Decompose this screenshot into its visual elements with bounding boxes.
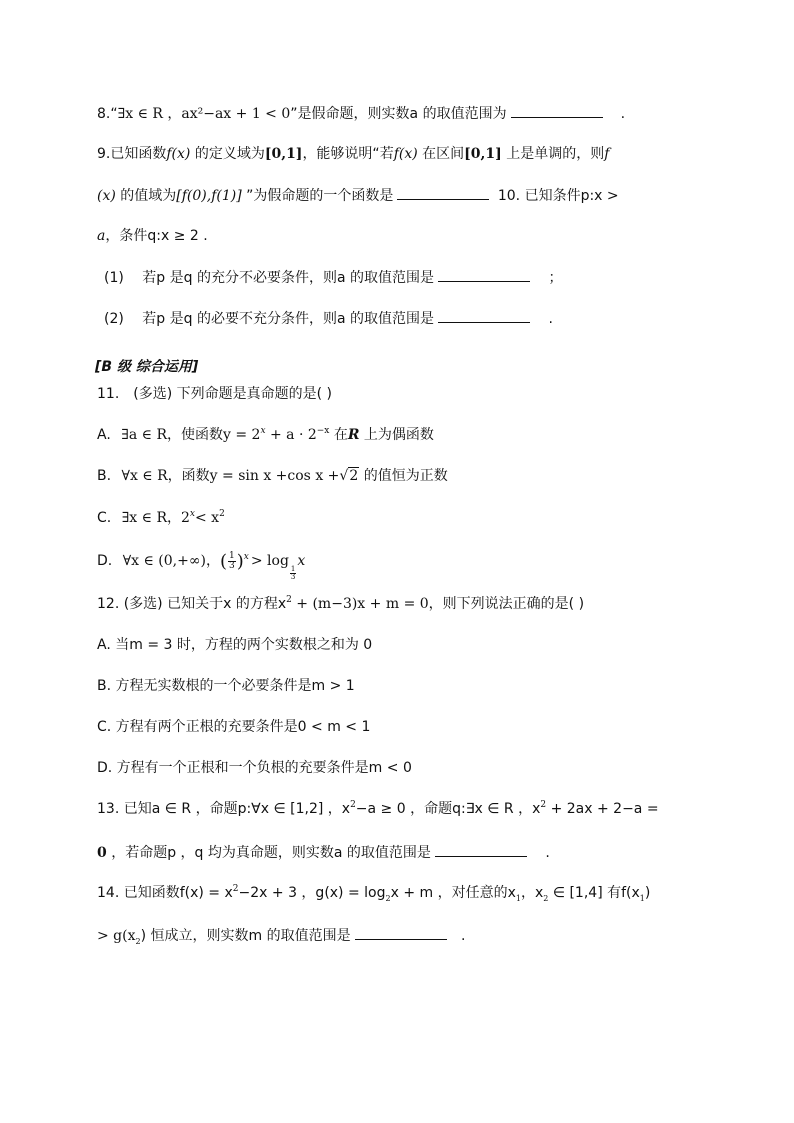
question-14-line-1: 14. 已知函数$f(x) = x^2-2x + 3$ ，$g(x) = \log_2x + m$ ，对任意的$x_1$，$x_2$ ∈ [1,4] 有$f(x_1)$ xyxy=(97,884,651,903)
question-12-option-d: D. 方程有一个正根和一个负根的充要条件是m < 0 xyxy=(97,760,412,776)
question-8: 8.“∃x ∈ R ，ax²−ax + 1 < 0”是假命题，则实数a 的取值范围为 . xyxy=(97,103,625,124)
question-10-part-1: (1) 若p 是q 的充分不必要条件，则a 的取值范围是 ； xyxy=(104,267,562,288)
log-base-one-third: $\frac{1}{3}$ xyxy=(290,565,296,581)
question-11-option-b: B. ∀x ∈ R，函数y = sin x +cos x +√2 的值恒为正数 xyxy=(97,468,448,484)
question-9-line-2: (x) 的值域为[f(0),f(1)] ”为假命题的一个函数是 10. 已知条件p:x > xyxy=(97,185,619,206)
q8-math: ∃x ∈ R ，ax²−ax + 1 < 0 xyxy=(117,106,291,122)
question-14-line-2: > $g(x_2)$ 恒成立，则实数m 的取值范围是 . xyxy=(97,925,466,946)
answer-blank-q13[interactable] xyxy=(435,842,527,857)
question-12-option-b: B. 方程无实数根的一个必要条件是m > 1 xyxy=(97,678,355,694)
section-heading: [B 级 综合运用] xyxy=(95,359,199,375)
answer-blank-q10-1[interactable] xyxy=(438,267,530,282)
question-11-option-c: C. ∃x ∈ R，$2^x< x^2$ xyxy=(97,509,225,526)
question-9-line-1: 9.已知函数f(x) 的定义域为[0,1]，能够说明“若f(x) 在区间[0,1] 上是单调的，则f xyxy=(97,146,610,162)
question-11-option-a: A. ∃a ∈ R，使函数$y = 2^x + a \cdot 2^{-x}$ 在R 上为偶函数 xyxy=(97,426,434,443)
question-10-line-2: a，条件q:x ≥ 2 . xyxy=(97,228,208,244)
answer-blank-q14[interactable] xyxy=(355,925,447,940)
fraction-one-third: $\frac{1}{3}$ xyxy=(229,550,235,571)
sqrt-sign-icon: √ xyxy=(339,468,349,484)
question-10-line-1: 10. 已知条件p:x > xyxy=(497,188,619,204)
question-12-option-a: A. 当m = 3 时，方程的两个实数根之和为 0 xyxy=(97,637,373,653)
question-13-line-1: 13. 已知a ∈ R ，命题p:∀x ∈ [1,2] ，$x^2-a \ge 0$ ，命题q:∃x ∈ R ，$x^2 + 2ax + 2-a$ = xyxy=(97,800,659,817)
answer-blank-q9[interactable] xyxy=(397,185,489,200)
question-11-stem: 11. (多选) 下列命题是真命题的是( ) xyxy=(97,386,333,402)
answer-blank-q10-2[interactable] xyxy=(438,308,530,323)
answer-blank-q8[interactable] xyxy=(511,103,603,118)
question-13-line-2: 0 ，若命题p ，q 均为真命题，则实数a 的取值范围是 . xyxy=(97,842,550,863)
question-10-part-2: (2) 若p 是q 的必要不充分条件，则a 的取值范围是 . xyxy=(104,308,553,329)
question-12-stem: 12. (多选) 已知关于x 的方程$x^2 + (m-3)x + m = 0$，则下列说法正确的是( ) xyxy=(97,595,585,612)
question-11-option-d: D. ∀x ∈ (0,+∞)，( $\frac{1}{3}$ )$^x$ > log $\frac{1}{3}$ x xyxy=(97,550,306,581)
question-12-option-c: C. 方程有两个正根的充要条件是0 < m < 1 xyxy=(97,719,371,735)
